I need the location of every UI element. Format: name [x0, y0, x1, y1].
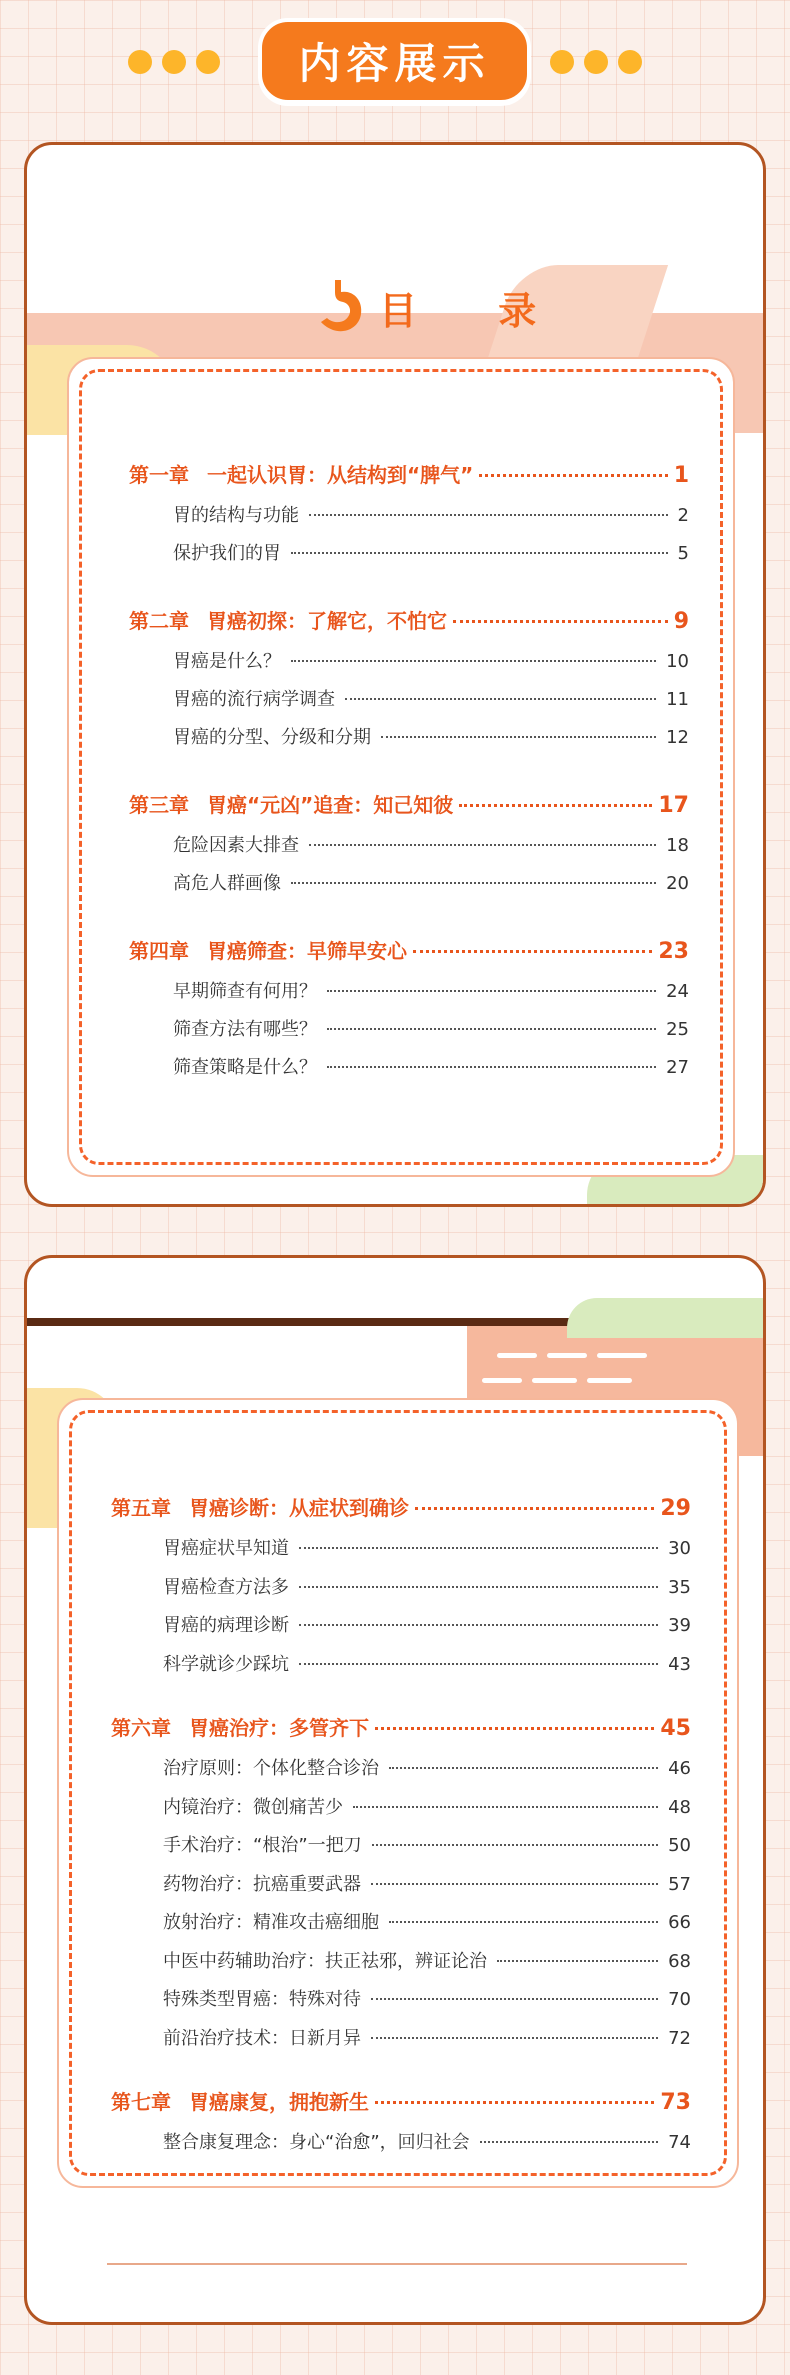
dot-leader — [291, 882, 656, 884]
entry-title: 保护我们的胃 — [173, 543, 281, 564]
dot-leader — [480, 2141, 658, 2143]
entry-title: 胃癌是什么？ — [173, 651, 281, 672]
chapter-page: 9 — [673, 609, 689, 634]
entry-title: 胃癌的病理诊断 — [163, 1615, 289, 1636]
chapter-number: 第五章 — [111, 1496, 171, 1520]
chapter-row — [129, 459, 689, 488]
entry-page: 25 — [666, 1019, 689, 1040]
chapter-page: 23 — [658, 939, 689, 964]
entry-page: 43 — [668, 1653, 691, 1675]
dot-leader — [375, 1727, 654, 1730]
header-title: 内容展示 — [298, 39, 491, 88]
entry-title: 前沿治疗技术：日新月异 — [163, 2027, 361, 2049]
entry-title: 危险因素大排查 — [173, 835, 299, 856]
entry-title: 中医中药辅助治疗：扶正祛邪，辨证论治 — [163, 1950, 487, 1972]
entry-title: 筛查方法有哪些？ — [173, 1019, 317, 1040]
toc-entry — [173, 723, 689, 749]
toc-entry — [173, 539, 689, 565]
dot-leader — [299, 1547, 658, 1549]
entry-page: 68 — [668, 1950, 691, 1972]
dot-leader — [309, 514, 668, 516]
entry-page: 5 — [677, 543, 689, 564]
toc-entry — [163, 1870, 691, 1896]
entry-page: 74 — [668, 2132, 691, 2153]
chapter-row — [111, 1492, 691, 1521]
toc-card-2 — [57, 1398, 739, 2188]
chapter-title: 胃癌治疗：多管齐下 — [189, 1716, 369, 1740]
page-header — [0, 18, 790, 108]
dot-leader — [299, 1586, 658, 1588]
dot-leader — [327, 990, 656, 992]
dot-leader — [375, 2101, 654, 2104]
dot-leader — [453, 620, 668, 623]
toc-entry — [163, 1573, 691, 1599]
toc-entry — [173, 977, 689, 1003]
entry-page: 66 — [668, 1912, 691, 1933]
entry-page: 46 — [668, 1758, 691, 1779]
toc-panel-1 — [24, 142, 766, 1207]
toc-entry — [163, 1908, 691, 1934]
decor-dash — [597, 1353, 647, 1358]
toc-entry — [173, 1015, 689, 1041]
entry-page: 24 — [666, 981, 689, 1002]
decorative-dots-left — [128, 50, 220, 74]
dot-leader — [381, 736, 656, 738]
entry-page: 2 — [677, 505, 689, 526]
chapter-row — [129, 789, 689, 818]
dot-leader — [299, 1624, 658, 1626]
dot-leader — [371, 1883, 658, 1885]
toc-entry — [163, 1650, 691, 1676]
toc-entry — [163, 1754, 691, 1780]
decor-bottom-rule — [107, 2263, 687, 2265]
entry-page: 18 — [666, 835, 689, 856]
entry-title: 放射治疗：精准攻击癌细胞 — [163, 1912, 379, 1933]
dot-leader — [372, 1844, 658, 1846]
dot-leader — [291, 552, 668, 554]
entry-page: 70 — [668, 1989, 691, 2010]
entry-page: 27 — [666, 1057, 689, 1078]
chapter-title: 胃癌康复，拥抱新生 — [189, 2090, 369, 2114]
chapter-row — [129, 605, 689, 634]
stomach-icon — [317, 278, 365, 336]
toc-entry — [163, 1947, 691, 1973]
toc-entry — [163, 1534, 691, 1560]
entry-page: 72 — [668, 2027, 691, 2049]
toc-entry — [163, 2128, 691, 2154]
entry-title: 内镜治疗：微创痛苦少 — [163, 1796, 343, 1818]
toc-entry — [173, 869, 689, 895]
toc-entry — [163, 1831, 691, 1857]
toc-entry — [173, 1053, 689, 1079]
toc-card-1 — [67, 357, 735, 1177]
toc-entry — [163, 1793, 691, 1819]
entry-title: 药物治疗：抗癌重要武器 — [163, 1873, 361, 1895]
dot-leader — [371, 1998, 658, 2000]
entry-title: 胃癌检查方法多 — [163, 1576, 289, 1598]
chapter-page: 73 — [660, 2090, 691, 2115]
entry-page: 50 — [668, 1835, 691, 1856]
chapter-title: 胃癌初探：了解它，不怕它 — [207, 609, 447, 633]
chapter-page: 45 — [660, 1716, 691, 1741]
chapter-number: 第二章 — [129, 609, 189, 633]
dot-leader — [459, 804, 652, 807]
entry-page: 48 — [668, 1796, 691, 1818]
chapter-page: 29 — [660, 1496, 691, 1521]
entry-title: 胃癌的流行病学调查 — [173, 689, 335, 710]
dot-leader — [299, 1663, 658, 1665]
decor-dash — [482, 1378, 522, 1383]
chapter-row — [129, 935, 689, 964]
dot-leader — [345, 698, 656, 700]
header-title-pill — [258, 18, 531, 104]
toc-heading-text: 目 录 — [379, 288, 571, 333]
entry-page: 20 — [666, 873, 689, 894]
decor-dash — [587, 1378, 632, 1383]
toc-entry — [173, 685, 689, 711]
toc-entry — [173, 501, 689, 527]
decor-dash — [497, 1353, 537, 1358]
entry-page: 57 — [668, 1873, 691, 1895]
entry-title: 科学就诊少踩坑 — [163, 1653, 289, 1675]
toc-entry — [173, 831, 689, 857]
toc-heading — [317, 275, 570, 339]
decor-blob-green-top — [567, 1298, 766, 1338]
dot-leader — [389, 1767, 658, 1769]
entry-page: 10 — [666, 651, 689, 672]
entry-page: 11 — [666, 689, 689, 710]
entry-title: 筛查策略是什么？ — [173, 1057, 317, 1078]
chapter-title: 一起认识胃：从结构到“脾气” — [207, 463, 474, 487]
dot-leader — [371, 2037, 658, 2039]
chapter-number: 第四章 — [129, 939, 189, 963]
toc-entry — [163, 1611, 691, 1637]
chapter-title: 胃癌诊断：从症状到确诊 — [189, 1496, 409, 1520]
dot-leader — [353, 1806, 658, 1808]
entry-page: 35 — [668, 1576, 691, 1598]
dot-leader — [291, 660, 656, 662]
entry-page: 30 — [668, 1538, 691, 1559]
chapter-row — [111, 2086, 691, 2115]
dot-leader — [327, 1028, 656, 1030]
dot-leader — [309, 844, 656, 846]
toc-panel-2 — [24, 1255, 766, 2325]
entry-title: 特殊类型胃癌：特殊对待 — [163, 1989, 361, 2010]
chapter-number: 第七章 — [111, 2090, 171, 2114]
dot-leader — [479, 474, 667, 477]
decorative-dots-right — [550, 50, 642, 74]
entry-title: 胃的结构与功能 — [173, 505, 299, 526]
entry-title: 整合康复理念：身心“治愈”，回归社会 — [163, 2132, 470, 2153]
toc-entry — [173, 647, 689, 673]
decor-dash — [547, 1353, 587, 1358]
entry-page: 12 — [666, 727, 689, 748]
chapter-row — [111, 1712, 691, 1741]
entry-title: 手术治疗：“根治”一把刀 — [163, 1835, 362, 1856]
entry-title: 高危人群画像 — [173, 873, 281, 894]
dot-leader — [327, 1066, 656, 1068]
chapter-title: 胃癌“元凶”追查：知己知彼 — [207, 793, 454, 817]
entry-page: 39 — [668, 1615, 691, 1636]
chapter-page: 17 — [658, 793, 689, 818]
entry-title: 早期筛查有何用？ — [173, 981, 317, 1002]
chapter-title: 胃癌筛查：早筛早安心 — [207, 939, 407, 963]
dot-leader — [413, 950, 652, 953]
toc-entry — [163, 2024, 691, 2050]
chapter-number: 第一章 — [129, 463, 189, 487]
entry-title: 胃癌症状早知道 — [163, 1538, 289, 1559]
toc-entry — [163, 1985, 691, 2011]
dot-leader — [415, 1507, 654, 1510]
chapter-number: 第六章 — [111, 1716, 171, 1740]
decor-dash — [532, 1378, 577, 1383]
dot-leader — [389, 1921, 658, 1923]
chapter-number: 第三章 — [129, 793, 189, 817]
chapter-page: 1 — [673, 463, 689, 488]
entry-title: 治疗原则：个体化整合诊治 — [163, 1758, 379, 1779]
dot-leader — [497, 1960, 658, 1962]
entry-title: 胃癌的分型、分级和分期 — [173, 727, 371, 748]
